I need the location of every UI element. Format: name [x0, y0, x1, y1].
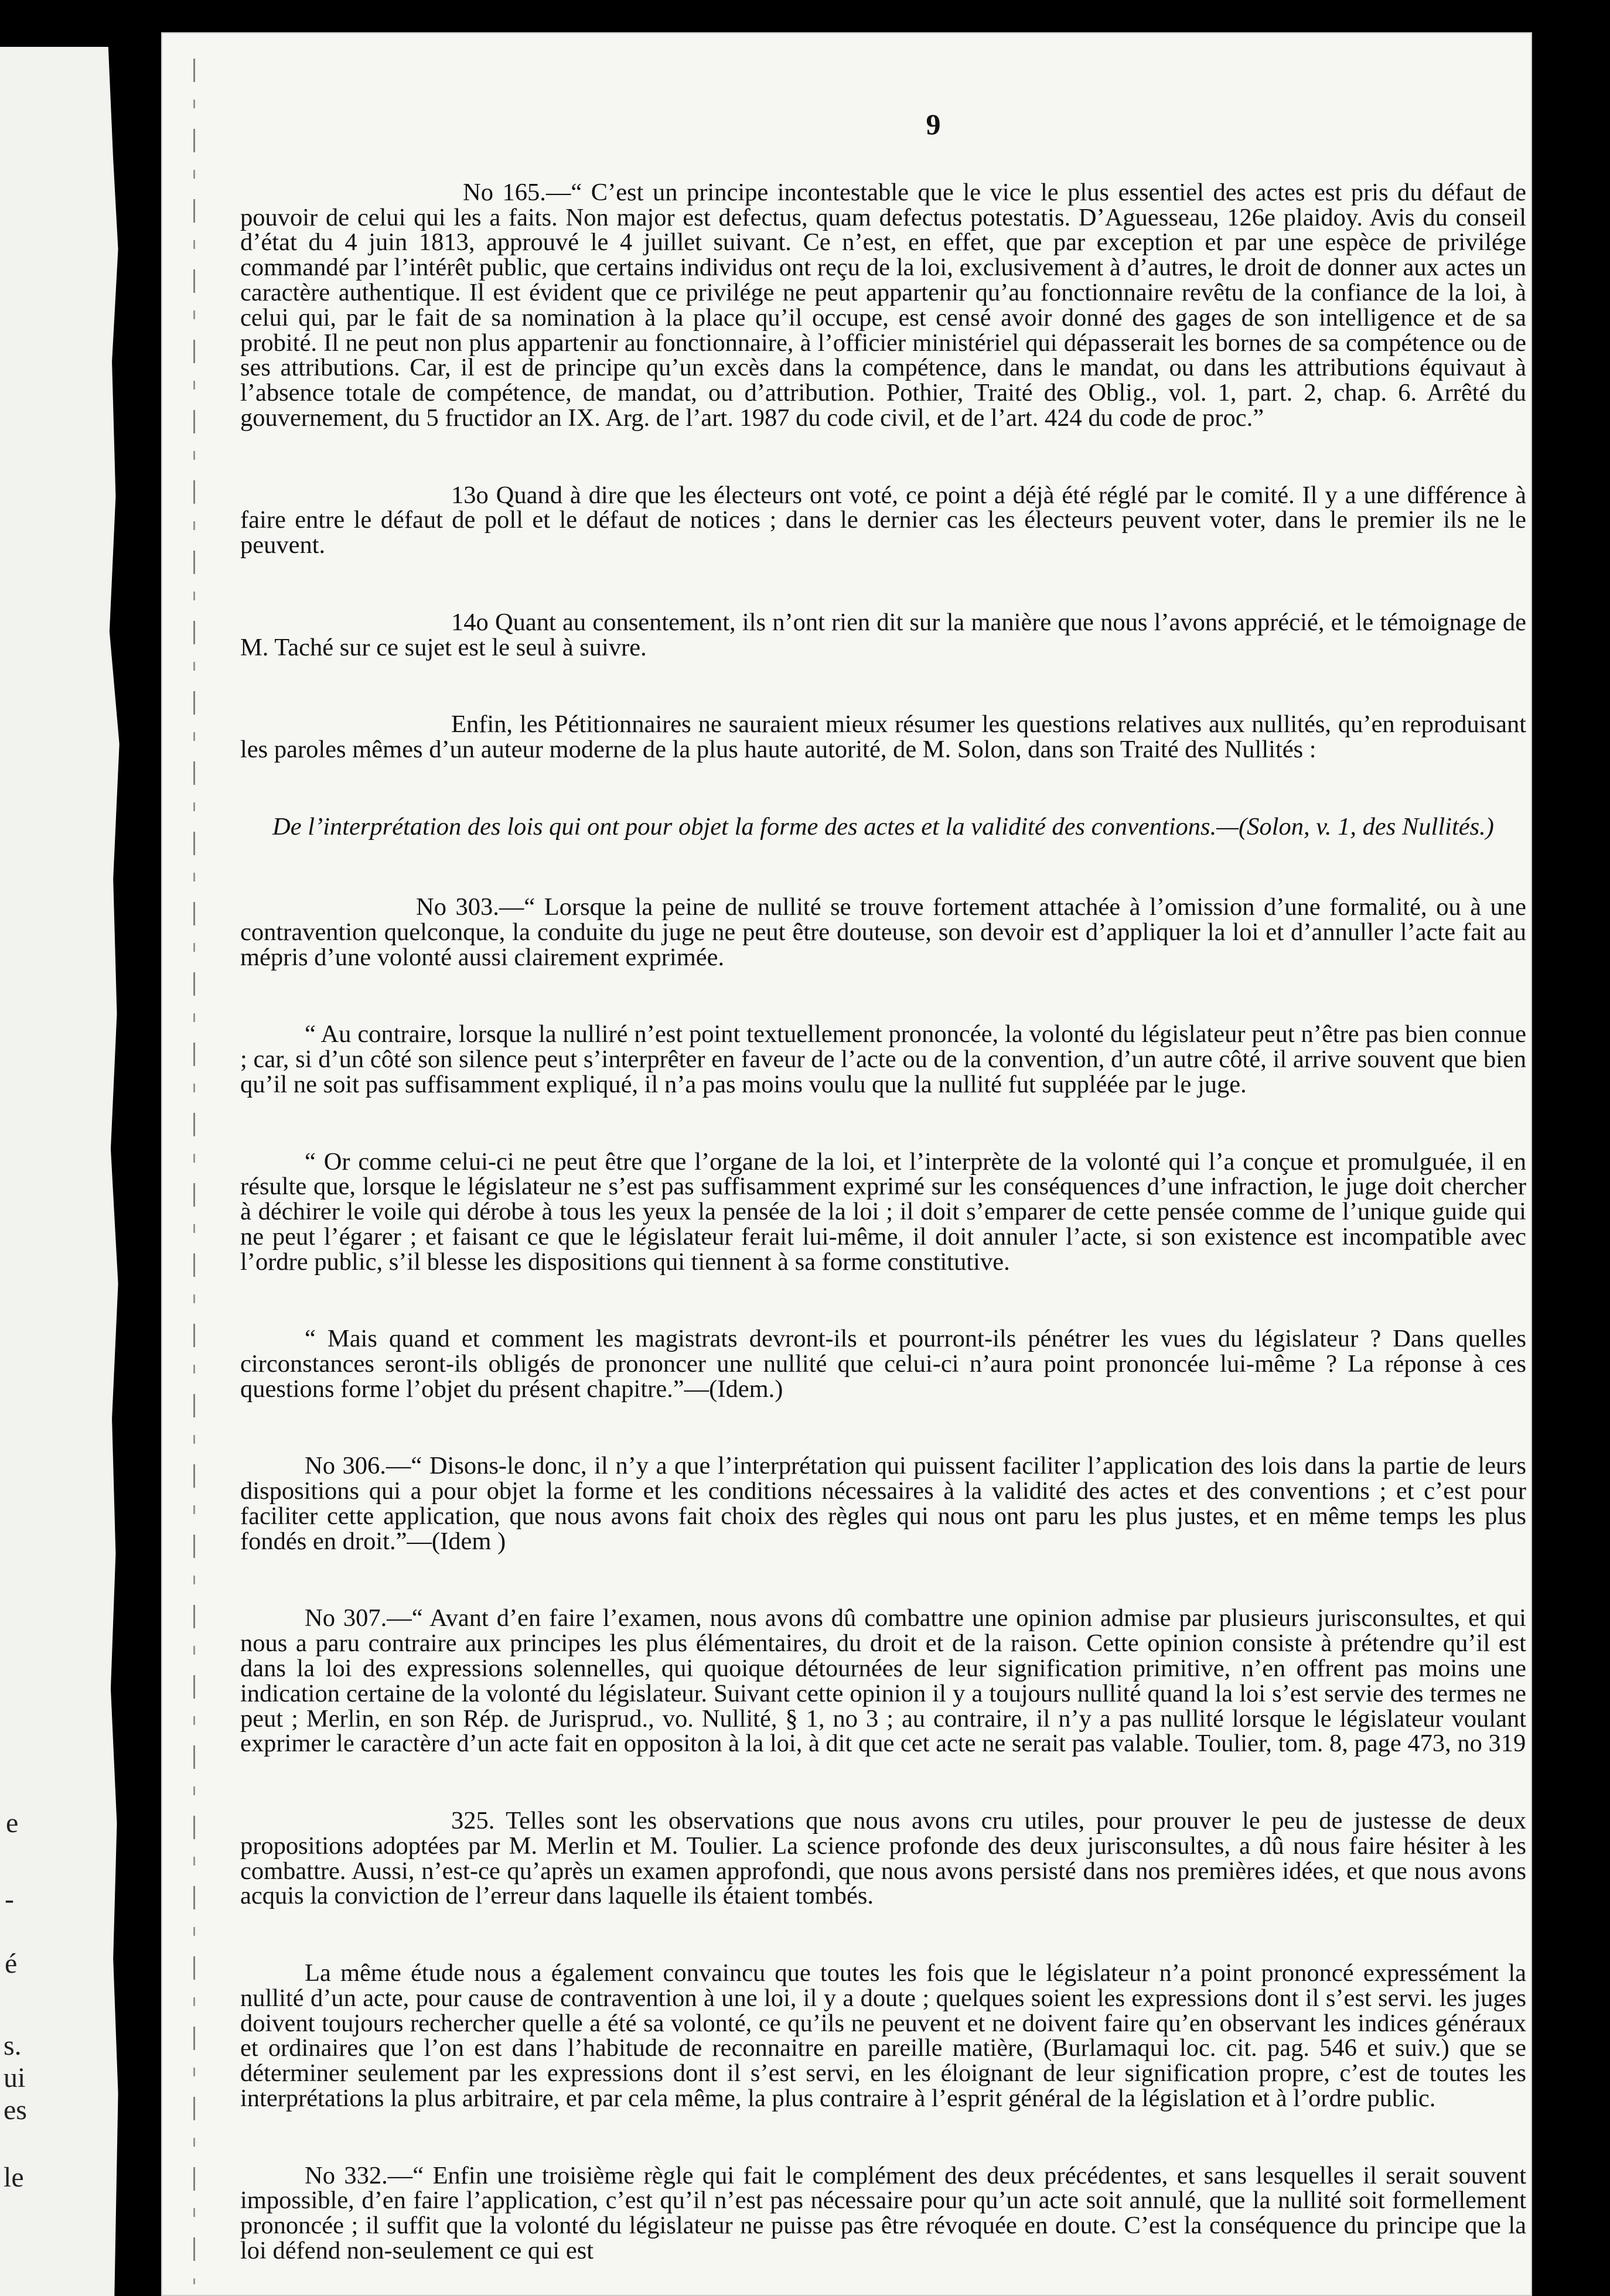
margin-fragment: s.	[4, 2030, 22, 2061]
section-heading: De l’interprétation des lois qui ont pour objet la forme des actes et la validité des conventions.—(Solon, v. 1, des Nullités.)	[272, 812, 1494, 840]
paragraph-303: No 303.—“ Lorsque la peine de nullité se trouve fortement attachée à l’omission d’une formalité, ou à une contravention quelconque, la conduite du juge ne peut être douteuse, son devoir est d’appliquer la loi et d’annuller l’acte fait au mépris d’une volonté aussi clairement exprimée.	[240, 893, 1526, 971]
paragraph-enfin: Enfin, les Pétitionnaires ne sauraient mieux résumer les questions relatives aux nullités, qu’en reproduisant les paroles mêmes d’un auteur moderne de la plus haute autorité, de M. Solon, dans son Traité des Nullités :	[240, 710, 1526, 763]
facing-page-edge	[0, 47, 123, 2296]
page-number: 9	[926, 108, 941, 141]
paragraph-307: No 307.—“ Avant d’en faire l’examen, nous avons dû combattre une opinion admise par plusieurs jurisconsultes, et qui nous a paru contraire aux principes les plus élémentaires, du droit et de la raison. Cette opinion consiste à prétendre qu’il est dans la loi des expressions solennelles, qui quoique détournées de leur signification primitive, n’en offrent pas moins une indication certaine de la volonté du législateur. Suivant cette opinion il y a toujours nullité quand la loi s’est servie des termes ne peut ; Merlin, en son Rép. de Jurisprud., vo. Nullité, § 1, no 3 ; au contraire, il n’y a pas nullité lorsque le législateur voulant exprimer le caractère d’un acte fait en oppositon à la loi, à dit que cet acte ne serait pas valable. Toulier, tom. 8, page 473, no 319	[240, 1604, 1526, 1758]
paragraph-13: 13o Quand à dire que les électeurs ont voté, ce point a déjà été réglé par le comité. Il y a une différence à faire entre le défaut de poll et le défaut de notices ; dans le dernier cas les électeurs peuvent voter, dans le premier ils ne le peuvent.	[240, 481, 1526, 559]
paragraph-meme-etude: La même étude nous a également convaincu que toutes les fois que le législateur n’a point prononcé expressément la nullité d’un acte, pour cause de contravention à une loi, il y a doute ; quelques soient les expressions dont il s’est servi. les juges doivent toujours rechercher quelle a été sa volonté, ce qu’ils ne peuvent et ne doivent faire qu’en observant les indices généraux et ordinaires que l’on est dans l’habitude de reconnaitre en pareille matière, (Burlamaqui loc. cit. pag. 546 et suiv.) que se déterminer seulement par les expressions dont il s’est servi, en les éloignant de leur signification propre, c’est de toutes les interprétations la plus arbitraire, et par cela même, la plus contraire à l’esprit général de la législation et à l’ordre public.	[240, 1959, 1526, 2112]
paragraph-306: No 306.—“ Disons-le donc, il n’y a que l’interprétation qui puissent faciliter l’application des lois dans la partie de leurs dispositions qui a pour objet la forme et les conditions nécessaires à la validité des actes et des conventions ; et c’est pour faciliter cette application, que nous avons fait choix des règles qui nous ont paru les plus justes, et en même temps les plus fondés en droit.”—(Idem )	[240, 1452, 1526, 1555]
paragraph-au-contraire: “ Au contraire, lorsque la nulliré n’est point textuellement prononcée, la volonté du législateur peut n’être pas bien connue ; car, si d’un côté son silence peut s’interprêter en faveur de l’acte ou de la convention, d’un autre côté, il arrive souvent que bien qu’il ne soit pas suffisamment expliqué, il n’a pas moins voulu que la nullité fut suppléée par le juge.	[240, 1020, 1526, 1098]
binding-stitch-line	[193, 59, 195, 2284]
margin-fragment: ui	[4, 2062, 26, 2093]
margin-fragment: es	[4, 2095, 27, 2126]
paragraph-165: No 165.—“ C’est un principe incontestable que le vice le plus essentiel des actes est pris du défaut de pouvoir de celui qui les a faits. Non major est defectus, quam defectus potestatis. D’Aguesseau, 126e plaidoy. Avis du conseil d’état du 4 juin 1813, approuvé le 4 juillet suivant. Ce n’est, en effet, que par exception et par une espèce de privilége commandé par l’intérêt public, que certains individus ont reçu de la loi, exclusivement à d’autres, le droit de donner aux actes un caractère authentique. Il est évident que ce privilége ne peut appartenir qu’au fonctionnaire revêtu de la confiance de la loi, à celui qui, par le fait de sa nomination à la place qu’il occupe, est censé avoir donné des gages de son intelligence et de sa probité. Il ne peut non plus appartenir au fonctionnaire, à l’officier ministériel qui dépasserait les bornes de sa compétence ou de ses attributions. Car, il est de principe qu’un excès dans la compétence, dans le mandat, ou dans les attributions équivaut à l’absence totale de compétence, de mandat, ou d’attribution. Pothier, Traité des Oblig., vol. 1, part. 2, chap. 6. Arrêté du gouvernement, du 5 fructidor an IX. Arg. de l’art. 1987 du code civil, et de l’art. 424 du code de proc.”	[240, 178, 1526, 432]
paragraph-14: 14o Quant au consentement, ils n’ont rien dit sur la manière que nous l’avons apprécié, et le témoignage de M. Taché sur ce sujet est le seul à suivre.	[240, 608, 1526, 661]
paragraph-mais-quand: “ Mais quand et comment les magistrats devront-ils et pourront-ils pénétrer les vues du législateur ? Dans quelles circonstances seront-ils obligés de prononcer une nullité que celui-ci n’aura point prononcée lui-même ? La réponse à ces questions forme l’objet du présent chapitre.”—(Idem.)	[240, 1325, 1526, 1403]
margin-fragment: é	[5, 1948, 18, 1979]
page-body	[240, 155, 1526, 2289]
margin-fragment: e	[6, 1808, 19, 1839]
paragraph-332: No 332.—“ Enfin une troisième règle qui fait le complément des deux précédentes, et sans lesquelles il serait souvent impossible, d’en faire l’application, c’est qu’il n’est pas nécessaire pour qu’un acte soit annulé, que la nullité soit formellement prononcée ; il suffit que la volonté du législateur ne puisse pas être révoquée en doute. C’est la conséquence du principe que la loi défend non-seulement ce qui est	[240, 2161, 1526, 2264]
margin-fragment: -	[5, 1884, 14, 1915]
paragraph-325: 325. Telles sont les observations que nous avons cru utiles, pour prouver le peu de justesse de deux propositions adoptées par M. Merlin et M. Toulier. La science profonde des deux jurisconsultes, a dû nous faire hésiter à les combattre. Aussi, n’est-ce qu’après un examen approfondi, que nous avons persisté dans nos premières idées, et que nous avons acquis la conviction de l’erreur dans laquelle ils étaient tombés.	[240, 1807, 1526, 1910]
margin-fragment: le	[4, 2162, 24, 2193]
paragraph-or-comme: “ Or comme celui-ci ne peut être que l’organe de la loi, et l’interprète de la volonté qui l’a conçue et promulguée, il en résulte que, lorsque le législateur ne s’est pas suffisamment exprimé sur les conséquences d’une infraction, le juge doit chercher à déchirer le voile qui dérobe à tous les yeux la pensée de la loi ; il doit s’emparer de cette pensée comme de l’unique guide qui ne peut l’égarer ; et faisant ce que le législateur ferait lui-même, il doit annuler l’acte, si son existence est incompatible avec l’ordre public, s’il blesse les dispositions qui tiennent à sa forme constitutive.	[240, 1147, 1526, 1276]
